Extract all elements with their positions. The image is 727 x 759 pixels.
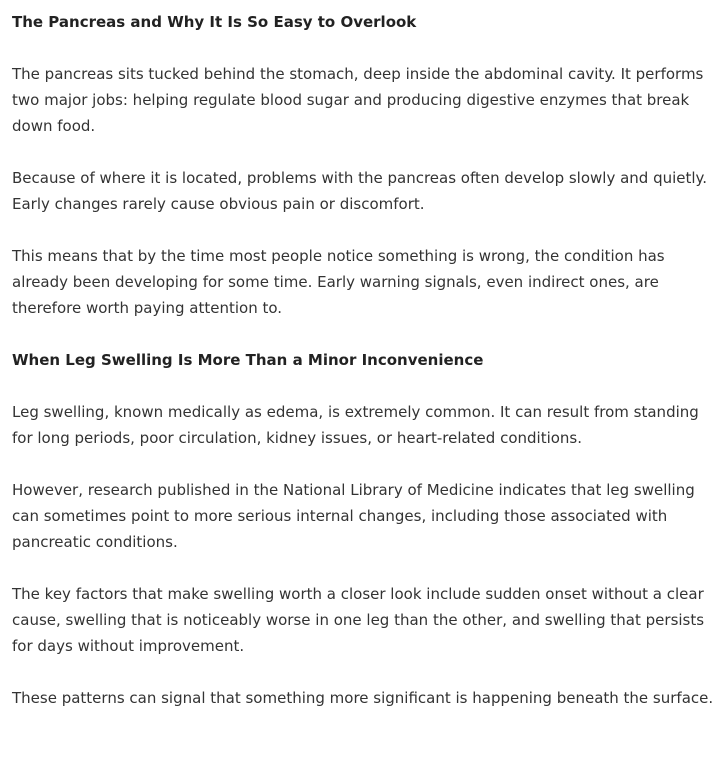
paragraph: This means that by the time most people notice something is wrong, the condition has already been developing for some time. Early warning signals, even indirect ones, are therefore worth paying attention to. [12,247,665,317]
section-heading-leg-swelling: When Leg Swelling Is More Than a Minor Inconvenience [12,351,484,369]
paragraph: These patterns can signal that something more significant is happening beneath the surface. [12,689,714,707]
section-heading-pancreas: The Pancreas and Why It Is So Easy to Overlook [12,13,417,31]
paragraph: However, research published in the National Library of Medicine indicates that leg swelling can sometimes point to more serious internal changes, including those associated with pancreatic conditions. [12,481,695,551]
paragraph: Leg swelling, known medically as edema, is extremely common. It can result from standing for long periods, poor circulation, kidney issues, or heart-related conditions. [12,403,699,447]
paragraph: The key factors that make swelling worth a closer look include sudden onset without a clear cause, swelling that is noticeably worse in one leg than the other, and swelling that persists for days without improvement. [12,585,705,655]
paragraph: Because of where it is located, problems with the pancreas often develop slowly and quietly. Early changes rarely cause obvious pain or discomfort. [12,169,708,213]
paragraph: The pancreas sits tucked behind the stomach, deep inside the abdominal cavity. It performs two major jobs: helping regulate blood sugar and producing digestive enzymes that break down food. [12,65,704,135]
